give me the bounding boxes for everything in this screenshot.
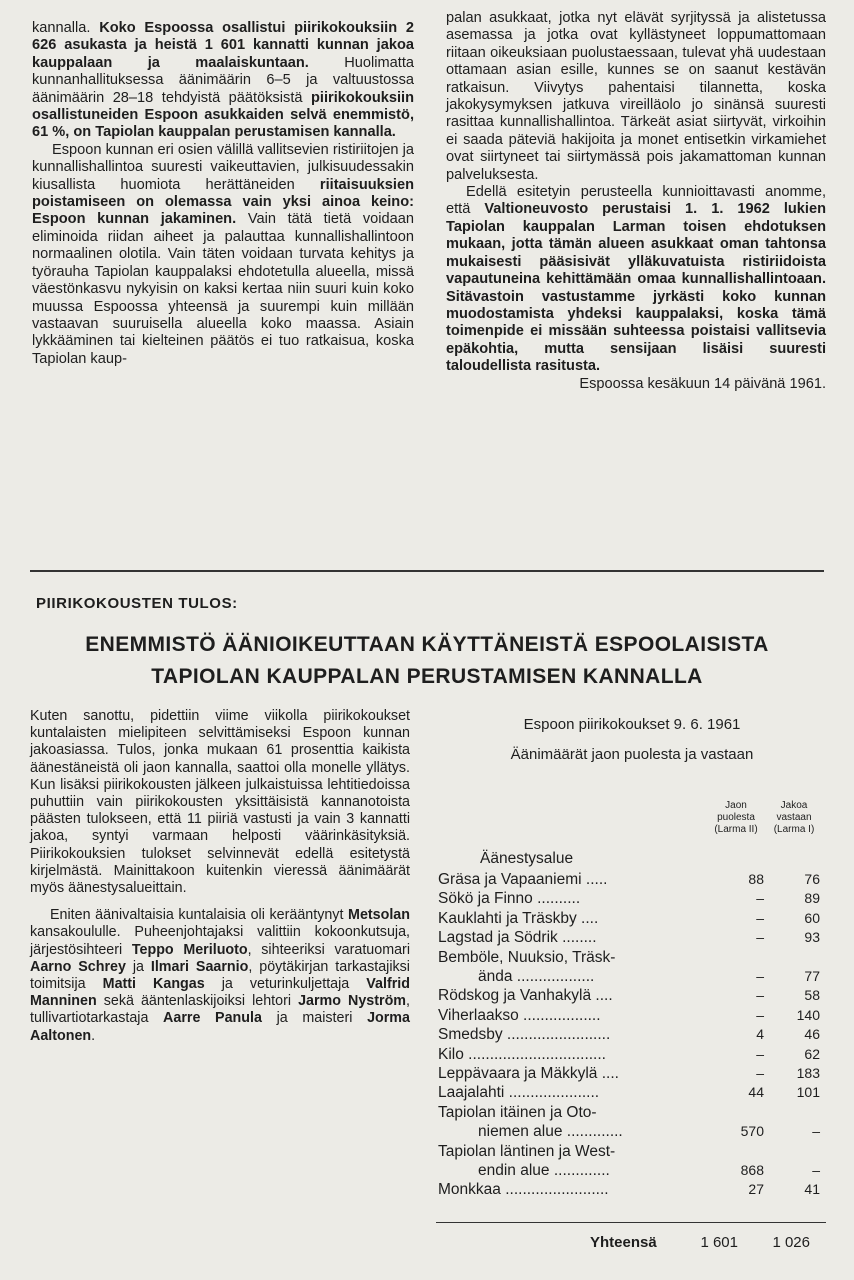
- leader-dots: ..................: [512, 967, 595, 985]
- area-name-continuation-text: niemen alue: [478, 1123, 563, 1141]
- text-run: kansakoululle. Puheenjohtajaksi valittiin kokoonkutsuja, järjestösihteeri: [30, 924, 410, 958]
- column-header-against: Jakoa vastaan (Larma I): [773, 800, 815, 835]
- total-for: 1 601: [700, 1234, 738, 1251]
- leader-dots: ................................: [463, 1045, 606, 1063]
- text-run: sekä ääntenlaskijoiksi lehtori: [96, 993, 299, 1010]
- text-run: ja: [125, 958, 151, 975]
- votes-against: 77: [804, 967, 820, 984]
- votes-against: 58: [804, 987, 820, 1004]
- bold-text-run: Koko Espoossa osallistui piirikokouksiin 2 626 asukasta ja heistä 1 601 kannatti kunnan jakoa kauppalaan ja maalaiskuntaan.: [32, 20, 414, 71]
- bold-text-run: riitaisuuksien poistamiseen on olemassa vain yksi ainoa keino: Espoon kunnan jakaminen.: [32, 176, 414, 228]
- text-run: Espoon kunnan eri osien välillä vallitsevien ristiriitojen ja kunnallishallintoa suuresti vaikeuttavien, julkisuudessakin kiusallista huomiota herättäneiden: [32, 141, 414, 193]
- area-name-text: Gräsa ja Vapaaniemi: [438, 871, 582, 888]
- area-name: [438, 909, 710, 928]
- bold-text-run: Aarre Panula: [163, 1010, 262, 1027]
- votes-against: 183: [796, 1064, 820, 1081]
- bold-text-run: piirikokouksiin osallistuneiden Espoon asukkaiden selvä enemmistö, 61 %, on Tapiolan kauppalan perustamisen kannalla.: [32, 89, 414, 141]
- article-paragraph: [32, 142, 414, 368]
- top-right-column: [446, 10, 826, 393]
- area-name-text: Kauklahti ja Träskby: [438, 909, 577, 927]
- area-name-text: Tapiolan läntinen ja West-: [438, 1142, 616, 1160]
- text-run: Kuten sanottu, pidettiin viime viikolla piirikokoukset kuntalaisten mielipiteen selvittämiseksi Espoon kunnan jakoasiassa. Tulos, jonka mukaan 61 prosenttia kaikista äänestäneistä oli jaon kannalla, saattoi olla monelle yllätys. Kun lisäksi piirikokousten jälkeen julkaistuissa lehtitiedoissa puhuttiin vain piirikokousten yksittäisistä kannanotoista päästen tulokseen, että 11 piiriä vastusti ja vain 3 kannatti jakoa, syntyi varmaan helposti väärinkäsityksiä. Piirikokouksien tulokset selvinnevät edellä esitetystä kirjelmästä. Mainittakoon kuitenkin vieressä äänimäärät myös äänestysalueittain.: [30, 708, 410, 897]
- votes-for: –: [756, 909, 764, 926]
- area-name: [438, 1103, 710, 1142]
- table-row: [438, 948, 828, 987]
- bold-text-run: Teppo Meriluoto: [131, 941, 248, 958]
- text-run: .: [91, 1027, 96, 1044]
- petition-signoff: Espoossa kesäkuun 14 päivänä 1961.: [579, 375, 826, 392]
- area-name-continuation: [438, 1122, 710, 1141]
- text-run: , pöytäkirjan tarkastajiksi toimitsija: [30, 958, 410, 993]
- headline-line-2: TAPIOLAN KAUPPALAN PERUSTAMISEN KANNALLA: [151, 665, 703, 688]
- votes-against: 89: [804, 890, 820, 907]
- text-run: Eniten äänivaltaisia kuntalaisia oli kerääntynyt: [50, 907, 349, 924]
- area-name-text: Laajalahti: [438, 1084, 505, 1102]
- table-row: [438, 1103, 828, 1142]
- table-row: [438, 889, 828, 908]
- column-header-for: Jaon puolesta (Larma II): [714, 800, 758, 835]
- text-run: Vain tätä tietä voidaan eliminoida riidan aiheet ja palauttaa kunnallishallintoon normaalinen olotila. Vain täten voidaan turvata kehitys ja työrauha Tapiolan kauppalaksi ehdotetulla alueella, missä väestönkasvu nykyisin on kaksi kertaa niin suuri kuin koko muussa Espoossa yhteensä ja suurempi kuin millään vastaavan suuruisella alueella koko maassa. Asiain lykkääminen tai kielteinen päätös ei tuo ratkaisua, koska Tapiolan kaup-: [32, 211, 414, 367]
- leader-dots: ..................: [518, 1006, 601, 1024]
- leader-dots: .............: [562, 1123, 623, 1141]
- article-paragraph: [30, 708, 410, 897]
- area-name-continuation-text: ända: [478, 967, 513, 985]
- vote-table: [438, 800, 828, 1200]
- votes-against: 41: [804, 1181, 820, 1198]
- area-name: [438, 889, 710, 908]
- area-name-continuation: [438, 967, 710, 986]
- area-name: [438, 1083, 710, 1102]
- leader-dots: .....................: [504, 1084, 600, 1102]
- text-run: Edellä esitetyin perusteella kunnioittavasti anomme, että: [446, 184, 826, 218]
- table-row: [438, 870, 828, 889]
- area-name-text: Rödskog ja Vanhakylä: [438, 987, 592, 1005]
- text-run: ja maisteri: [261, 1010, 368, 1027]
- votes-against: 93: [804, 929, 820, 946]
- leader-dots: ........: [557, 929, 597, 947]
- area-name-text: Bemböle, Nuuksio, Träsk-: [438, 948, 616, 966]
- area-name: [438, 928, 710, 947]
- votes-for: –: [756, 967, 764, 984]
- table-row: [438, 909, 828, 928]
- petition-paragraph: [446, 184, 826, 375]
- area-name-text: Lagstad ja Södrik: [438, 929, 558, 947]
- section-divider: [30, 570, 824, 572]
- area-name: [438, 1045, 710, 1064]
- bold-text-run: Valfrid Manninen: [30, 976, 410, 1010]
- area-name-continuation: [438, 1161, 710, 1180]
- votes-for: 570: [740, 1123, 764, 1140]
- votes-for: 27: [748, 1181, 764, 1198]
- table-row: [438, 1083, 828, 1102]
- total-divider: [436, 1222, 826, 1223]
- votes-for: 88: [748, 870, 764, 887]
- votes-for: 44: [748, 1084, 764, 1101]
- bottom-left-column: [30, 708, 410, 1045]
- votes-for: –: [756, 1064, 764, 1081]
- area-name-text: Viherlaakso: [438, 1006, 519, 1024]
- area-name-text: Monkkaa: [438, 1181, 501, 1199]
- area-name-text: Sökö ja Finno: [438, 890, 533, 908]
- section-kicker: PIIRIKOKOUSTEN TULOS:: [36, 595, 238, 612]
- area-name-text: Kilo: [438, 1045, 464, 1063]
- leader-dots: ........................: [502, 1026, 611, 1044]
- votes-against: –: [812, 1123, 820, 1140]
- votes-against: 101: [796, 1084, 820, 1101]
- headline-line-1: ENEMMISTÖ ÄÄNIOIKEUTTAAN KÄYTTÄNEISTÄ ESPOOLAISISTA: [85, 633, 769, 656]
- votes-against: –: [812, 1161, 820, 1178]
- table-row: [438, 928, 828, 947]
- bold-text-run: Matti Kangas: [102, 976, 205, 993]
- leader-dots: ....: [591, 987, 613, 1005]
- votes-against: 62: [804, 1045, 820, 1062]
- area-name: [438, 1142, 710, 1181]
- area-name: [438, 1064, 710, 1083]
- area-name: [438, 986, 710, 1005]
- table-row: [438, 1025, 828, 1044]
- table-row: [438, 986, 828, 1005]
- table-row: [438, 1142, 828, 1181]
- petition-paragraph: [446, 10, 826, 184]
- leader-dots: ....: [597, 1064, 619, 1082]
- area-column-header: Äänestysalue: [480, 850, 574, 867]
- votes-against: 76: [804, 870, 820, 887]
- area-name-text: Tapiolan itäinen ja Oto-: [438, 1103, 597, 1121]
- area-name: [438, 1180, 710, 1199]
- area-name: [438, 870, 710, 889]
- votes-for: –: [756, 890, 764, 907]
- total-label: Yhteensä: [590, 1234, 657, 1251]
- article-paragraph: [30, 907, 410, 1045]
- leader-dots: ........................: [500, 1181, 609, 1199]
- table-header-row: [438, 800, 828, 848]
- text-run: , sihteeriksi varatuomari: [247, 941, 410, 958]
- area-name: [438, 1025, 710, 1044]
- votes-against: 140: [796, 1006, 820, 1023]
- bold-text-run: Jorma Aaltonen: [30, 1010, 410, 1044]
- text-run: , tullivartiotarkastaja: [30, 993, 410, 1027]
- votes-against: 46: [804, 1026, 820, 1043]
- votes-for: –: [756, 987, 764, 1004]
- table-row: [438, 1045, 828, 1064]
- leader-dots: ....: [576, 909, 599, 927]
- area-name-text: Smedsby: [438, 1026, 503, 1044]
- table-row: [438, 1180, 828, 1199]
- bold-text-run: Metsolan: [348, 907, 410, 924]
- votes-for: –: [756, 1045, 764, 1062]
- text-run: ja veturinkuljettaja: [204, 976, 367, 993]
- area-name-text: Leppävaara ja Mäkkylä: [438, 1064, 598, 1082]
- text-run: kannalla.: [32, 20, 100, 36]
- leader-dots: .............: [549, 1161, 610, 1179]
- votes-for: 868: [740, 1161, 764, 1178]
- bold-text-run: Ilmari Saarnio: [150, 958, 249, 975]
- bold-text-run: Valtioneuvosto perustaisi 1. 1. 1962 lukien Tapiolan kauppalan Larman toisen ehdotuksen mukaan, jotta tämän alueen asukkaat oman tahtonsa mukaisesti pääsisivät ylläkuvatuista ristiriidoista vapautuneina kehittämään omaa kunnallishallintoaan. Sitävastoin vastustamme jyrkästi koko kunnan muodostamista yhdeksi kauppalaksi, koska tämä toimenpide ei missään suhteessa poistaisi vallitsevia epäkohtia, mutta sensijaan lisäisi suuresti taloudellista rasitusta.: [446, 201, 826, 375]
- votes-for: 4: [756, 1026, 764, 1043]
- area-name: [438, 948, 710, 987]
- votes-against: 60: [804, 909, 820, 926]
- votes-for: –: [756, 1006, 764, 1023]
- bold-text-run: Aarno Schrey: [30, 958, 126, 975]
- text-run: palan asukkaat, jotka nyt elävät syrjityssä ja alistetussa asemassa ja jotka ovat kyllästyneet loppumattomaan riitaan oikeuksiaan puolustaessaan, tulevat yhä uudestaan ottamaan asian esille, kunnes se on saanut kestävän ratkaisun. Viivytys pahentaisi tilannetta, koska jakokysymyksen jatkuva vireilläolo jo sinänsä suuresti rasittaa kunnallishallintoa. Tärkeät asiat siirtyvät, virkoihin ei saada päteviä hakijoita ja monet entisetkin virkamiehet ovat siirtyneet tai siirtymässä pois jakamattoman kunnan palveluksesta.: [446, 10, 826, 183]
- area-name: [438, 1006, 710, 1025]
- table-title: Espoon piirikokoukset 9. 6. 1961: [523, 716, 741, 733]
- leader-dots: ..........: [532, 890, 581, 908]
- total-against: 1 026: [772, 1234, 810, 1251]
- area-name-continuation-text: endin alue: [478, 1161, 550, 1179]
- article-paragraph: [32, 20, 414, 142]
- votes-for: –: [756, 929, 764, 946]
- text-run: Huolimatta kunnanhallituksessa äänimäärin 6–5 ja valtuustossa äänimäärin 28–18 tehdyistä päätöksistä: [32, 54, 415, 106]
- table-row: [438, 1006, 828, 1025]
- table-body: [438, 870, 828, 1200]
- leader-dots: .....: [581, 871, 608, 888]
- top-left-column: [32, 20, 414, 368]
- table-subtitle: Äänimäärät jaon puolesta ja vastaan: [510, 746, 754, 763]
- table-row: [438, 1064, 828, 1083]
- bold-text-run: Jarmo Nyström: [298, 993, 407, 1010]
